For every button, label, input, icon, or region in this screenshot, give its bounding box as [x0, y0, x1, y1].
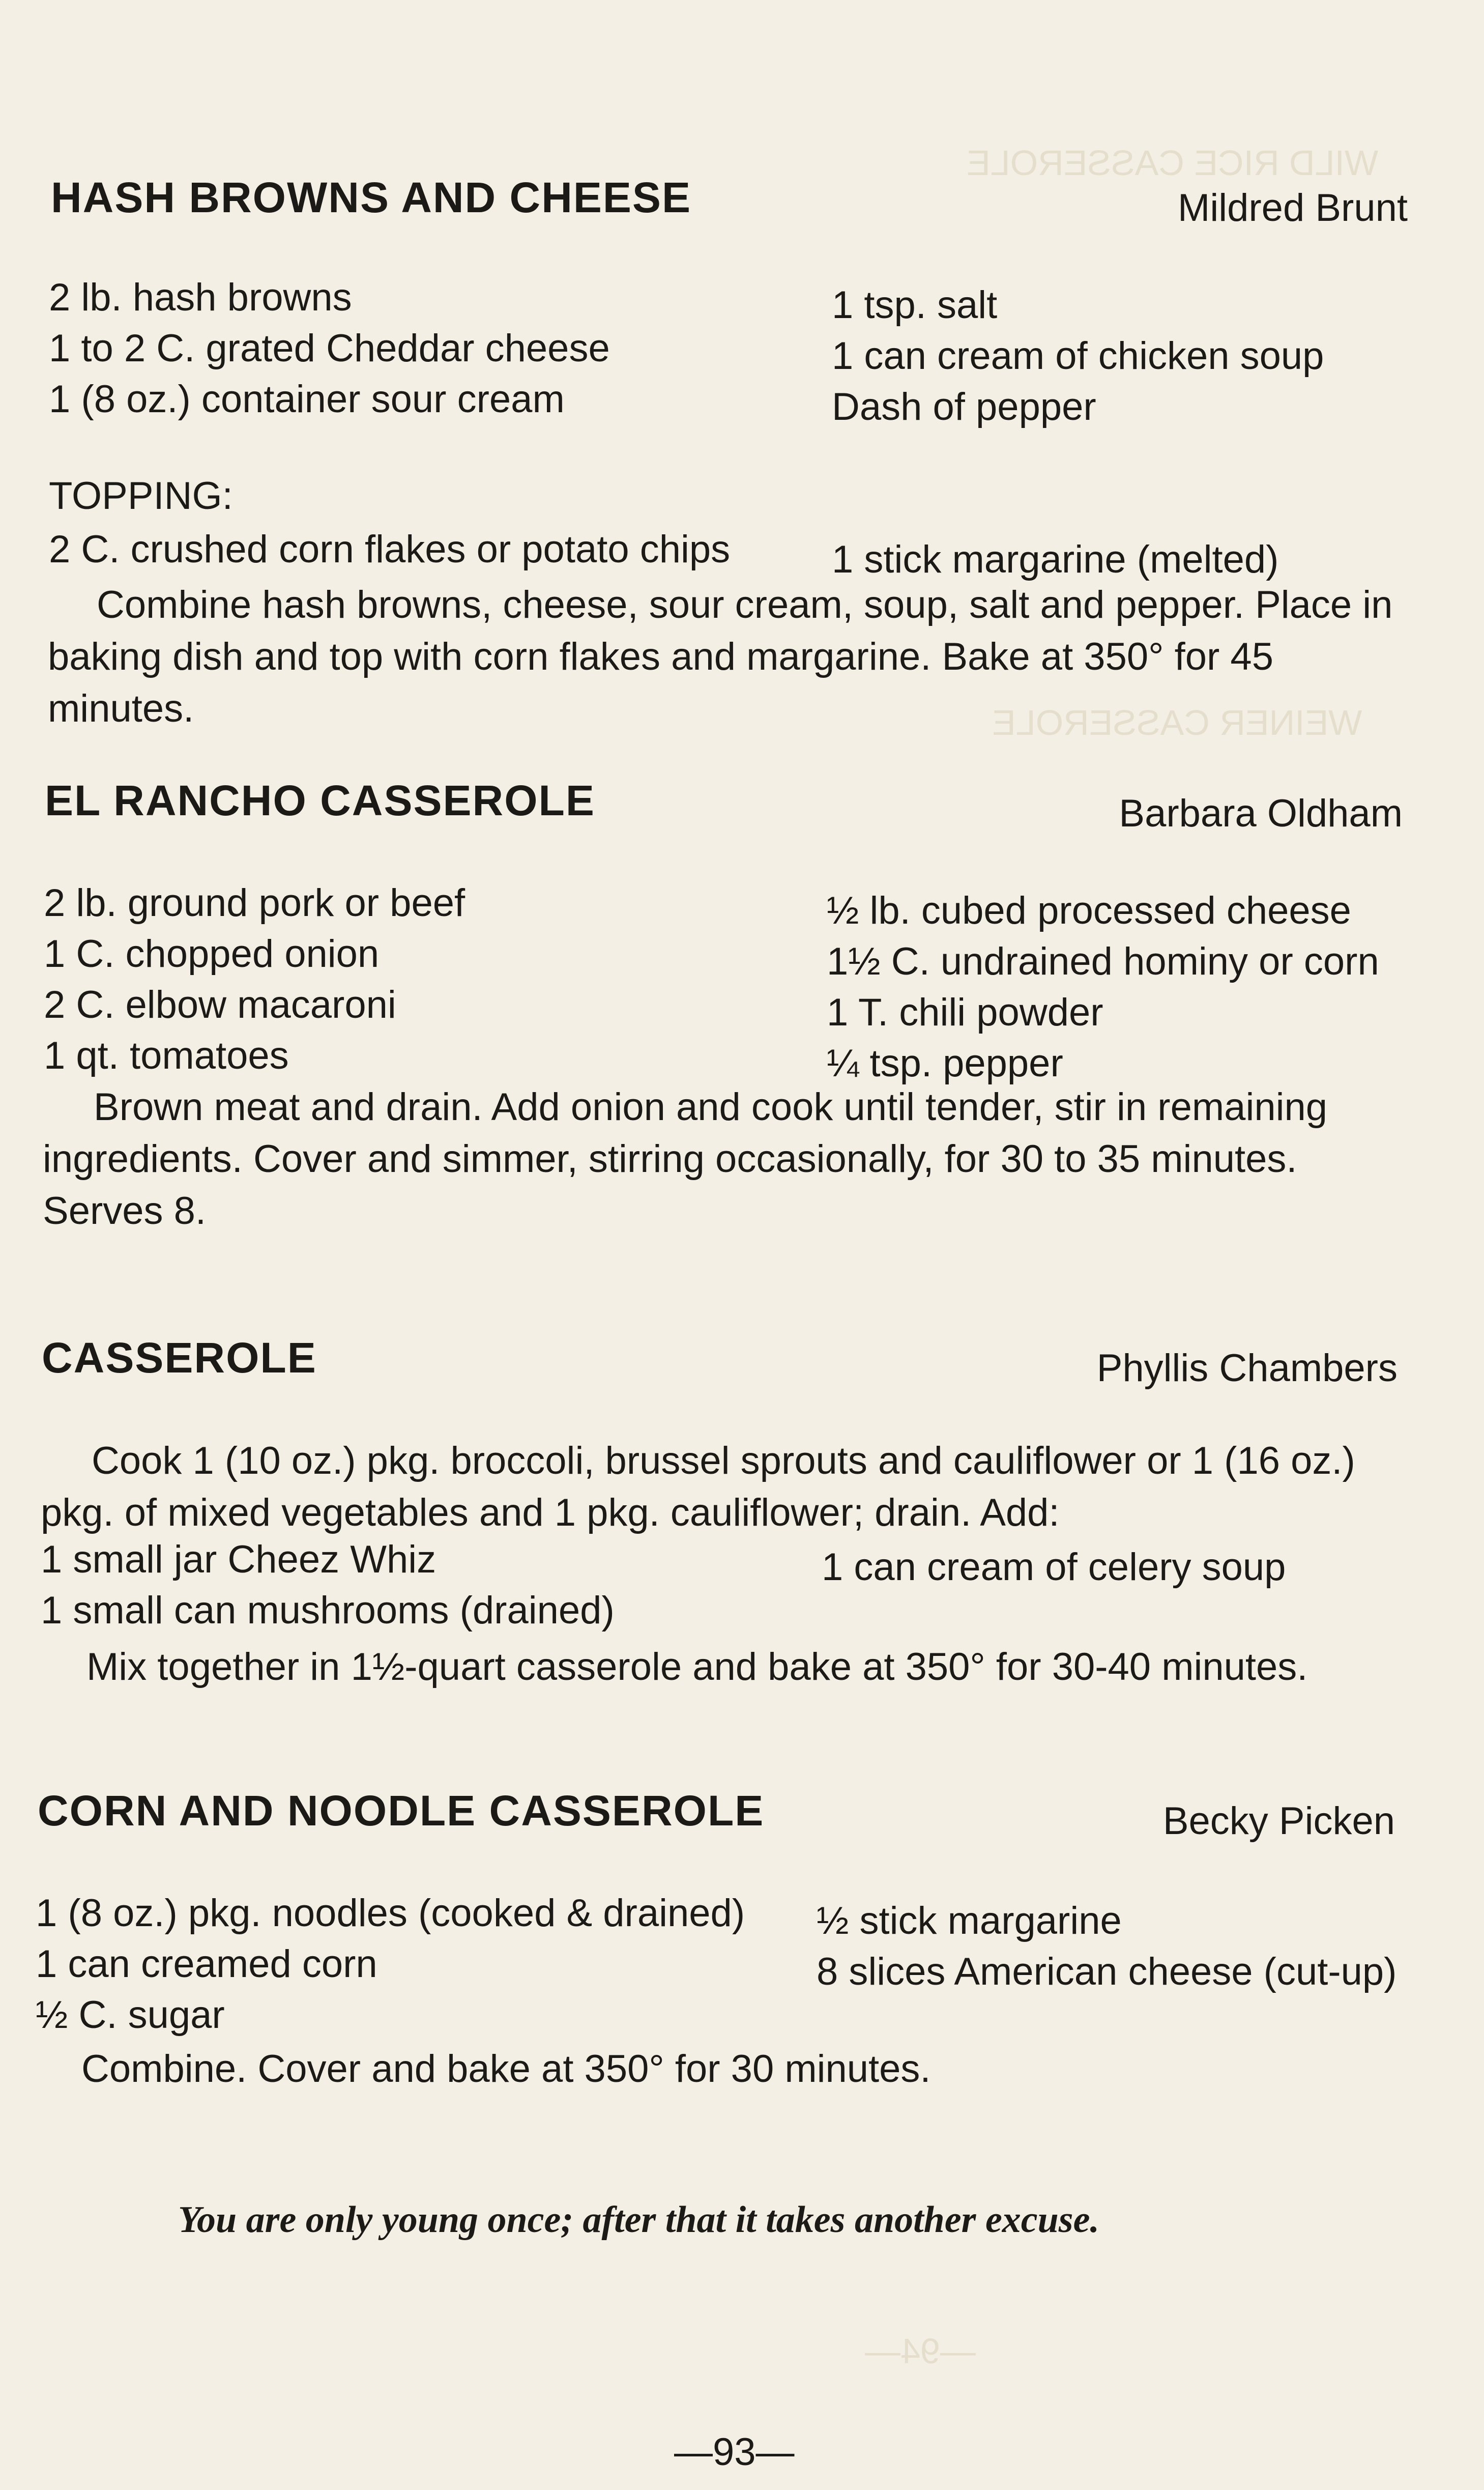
- topping-label: TOPPING:: [49, 474, 233, 518]
- ingredient: 1 T. chili powder: [827, 991, 1103, 1034]
- ingredient: 8 slices American cheese (cut-up): [817, 1950, 1397, 1993]
- recipe-author: Becky Picken: [1162, 1799, 1395, 1843]
- ingredient: 1 C. chopped onion: [44, 932, 380, 976]
- ingredient: 2 lb. ground pork or beef: [44, 881, 465, 925]
- recipe-title: CASSEROLE: [42, 1334, 317, 1382]
- ingredients-right: [822, 1542, 1286, 1593]
- recipe-directions: Combine. Cover and bake at 350° for 30 minutes.: [81, 2047, 931, 2091]
- recipe-intro: Cook 1 (10 oz.) pkg. broccoli, brussel sprouts and cauliflower or 1 (16 oz.) pkg. of mixed vegetables and 1 pkg. cauliflower; drain. Add:: [41, 1439, 1355, 1534]
- ingredient: 1 can creamed corn: [36, 1942, 377, 1986]
- recipe-author: Mildred Brunt: [1178, 186, 1408, 230]
- recipe-directions: Brown meat and drain. Add onion and cook until tender, stir in remaining ingredients. Cover and simmer, stirring occasionally, for 30 to 35 minutes. Serves 8.: [43, 1085, 1328, 1233]
- ingredients-left: [44, 878, 465, 1081]
- bleed-through-text: —94—: [865, 2331, 976, 2371]
- ingredient: 1 can cream of celery soup: [822, 1545, 1286, 1589]
- ingredient: 1 (8 oz.) pkg. noodles (cooked & drained): [36, 1892, 745, 1935]
- ingredient: 1 (8 oz.) container sour cream: [49, 378, 565, 421]
- ingredients-left: [41, 1534, 615, 1636]
- ingredient: ½ C. sugar: [36, 1993, 225, 2037]
- ingredient: 1½ C. undrained hominy or corn: [827, 940, 1379, 983]
- ingredient: 1 qt. tomatoes: [44, 1034, 289, 1077]
- ingredient: 2 C. elbow macaroni: [44, 983, 396, 1026]
- page-number: —93—: [674, 2430, 795, 2474]
- ingredient: 1 stick margarine (melted): [832, 538, 1279, 581]
- ingredients-left: [36, 1888, 745, 2041]
- ingredient: 1 tsp. salt: [832, 283, 998, 327]
- recipe-directions: Combine hash browns, cheese, sour cream, soup, salt and pepper. Place in baking dish and top with corn flakes and margarine. Bake at 350° for 45 minutes.: [48, 583, 1393, 730]
- bleed-through-text: WEINER CASSEROLE: [992, 703, 1362, 742]
- ingredient: Dash of pepper: [832, 385, 1096, 428]
- recipe-directions: Mix together in 1½-quart casserole and bake at 350° for 30-40 minutes.: [86, 1645, 1308, 1688]
- recipe-author: Phyllis Chambers: [1096, 1347, 1398, 1390]
- ingredient: 1 to 2 C. grated Cheddar cheese: [49, 327, 610, 370]
- recipe-author: Barbara Oldham: [1119, 792, 1403, 835]
- ingredient: 1 small can mushrooms (drained): [41, 1589, 615, 1632]
- closing-quote: You are only young once; after that it takes another excuse.: [178, 2199, 1099, 2241]
- ingredient: ½ lb. cubed processed cheese: [827, 889, 1351, 932]
- ingredient: 2 lb. hash browns: [49, 276, 352, 319]
- ingredient: 2 C. crushed corn flakes or potato chips: [49, 528, 731, 571]
- bleed-through-text: WILD RICE CASSEROLE: [967, 143, 1379, 183]
- ingredients-left: [49, 272, 610, 425]
- recipe-title: HASH BROWNS AND CHEESE: [51, 174, 691, 221]
- ingredients-right: [817, 1896, 1396, 1997]
- recipe-title: CORN AND NOODLE CASSEROLE: [38, 1787, 765, 1835]
- ingredient: 1 can cream of chicken soup: [832, 334, 1324, 378]
- ingredient: 1 small jar Cheez Whiz: [41, 1538, 437, 1581]
- ingredients-right: [827, 885, 1379, 1089]
- ingredient: ½ stick margarine: [817, 1899, 1122, 1942]
- recipe-title: EL RANCHO CASSEROLE: [45, 777, 595, 824]
- ingredients-right: [832, 280, 1324, 433]
- ingredient: ¼ tsp. pepper: [827, 1042, 1063, 1085]
